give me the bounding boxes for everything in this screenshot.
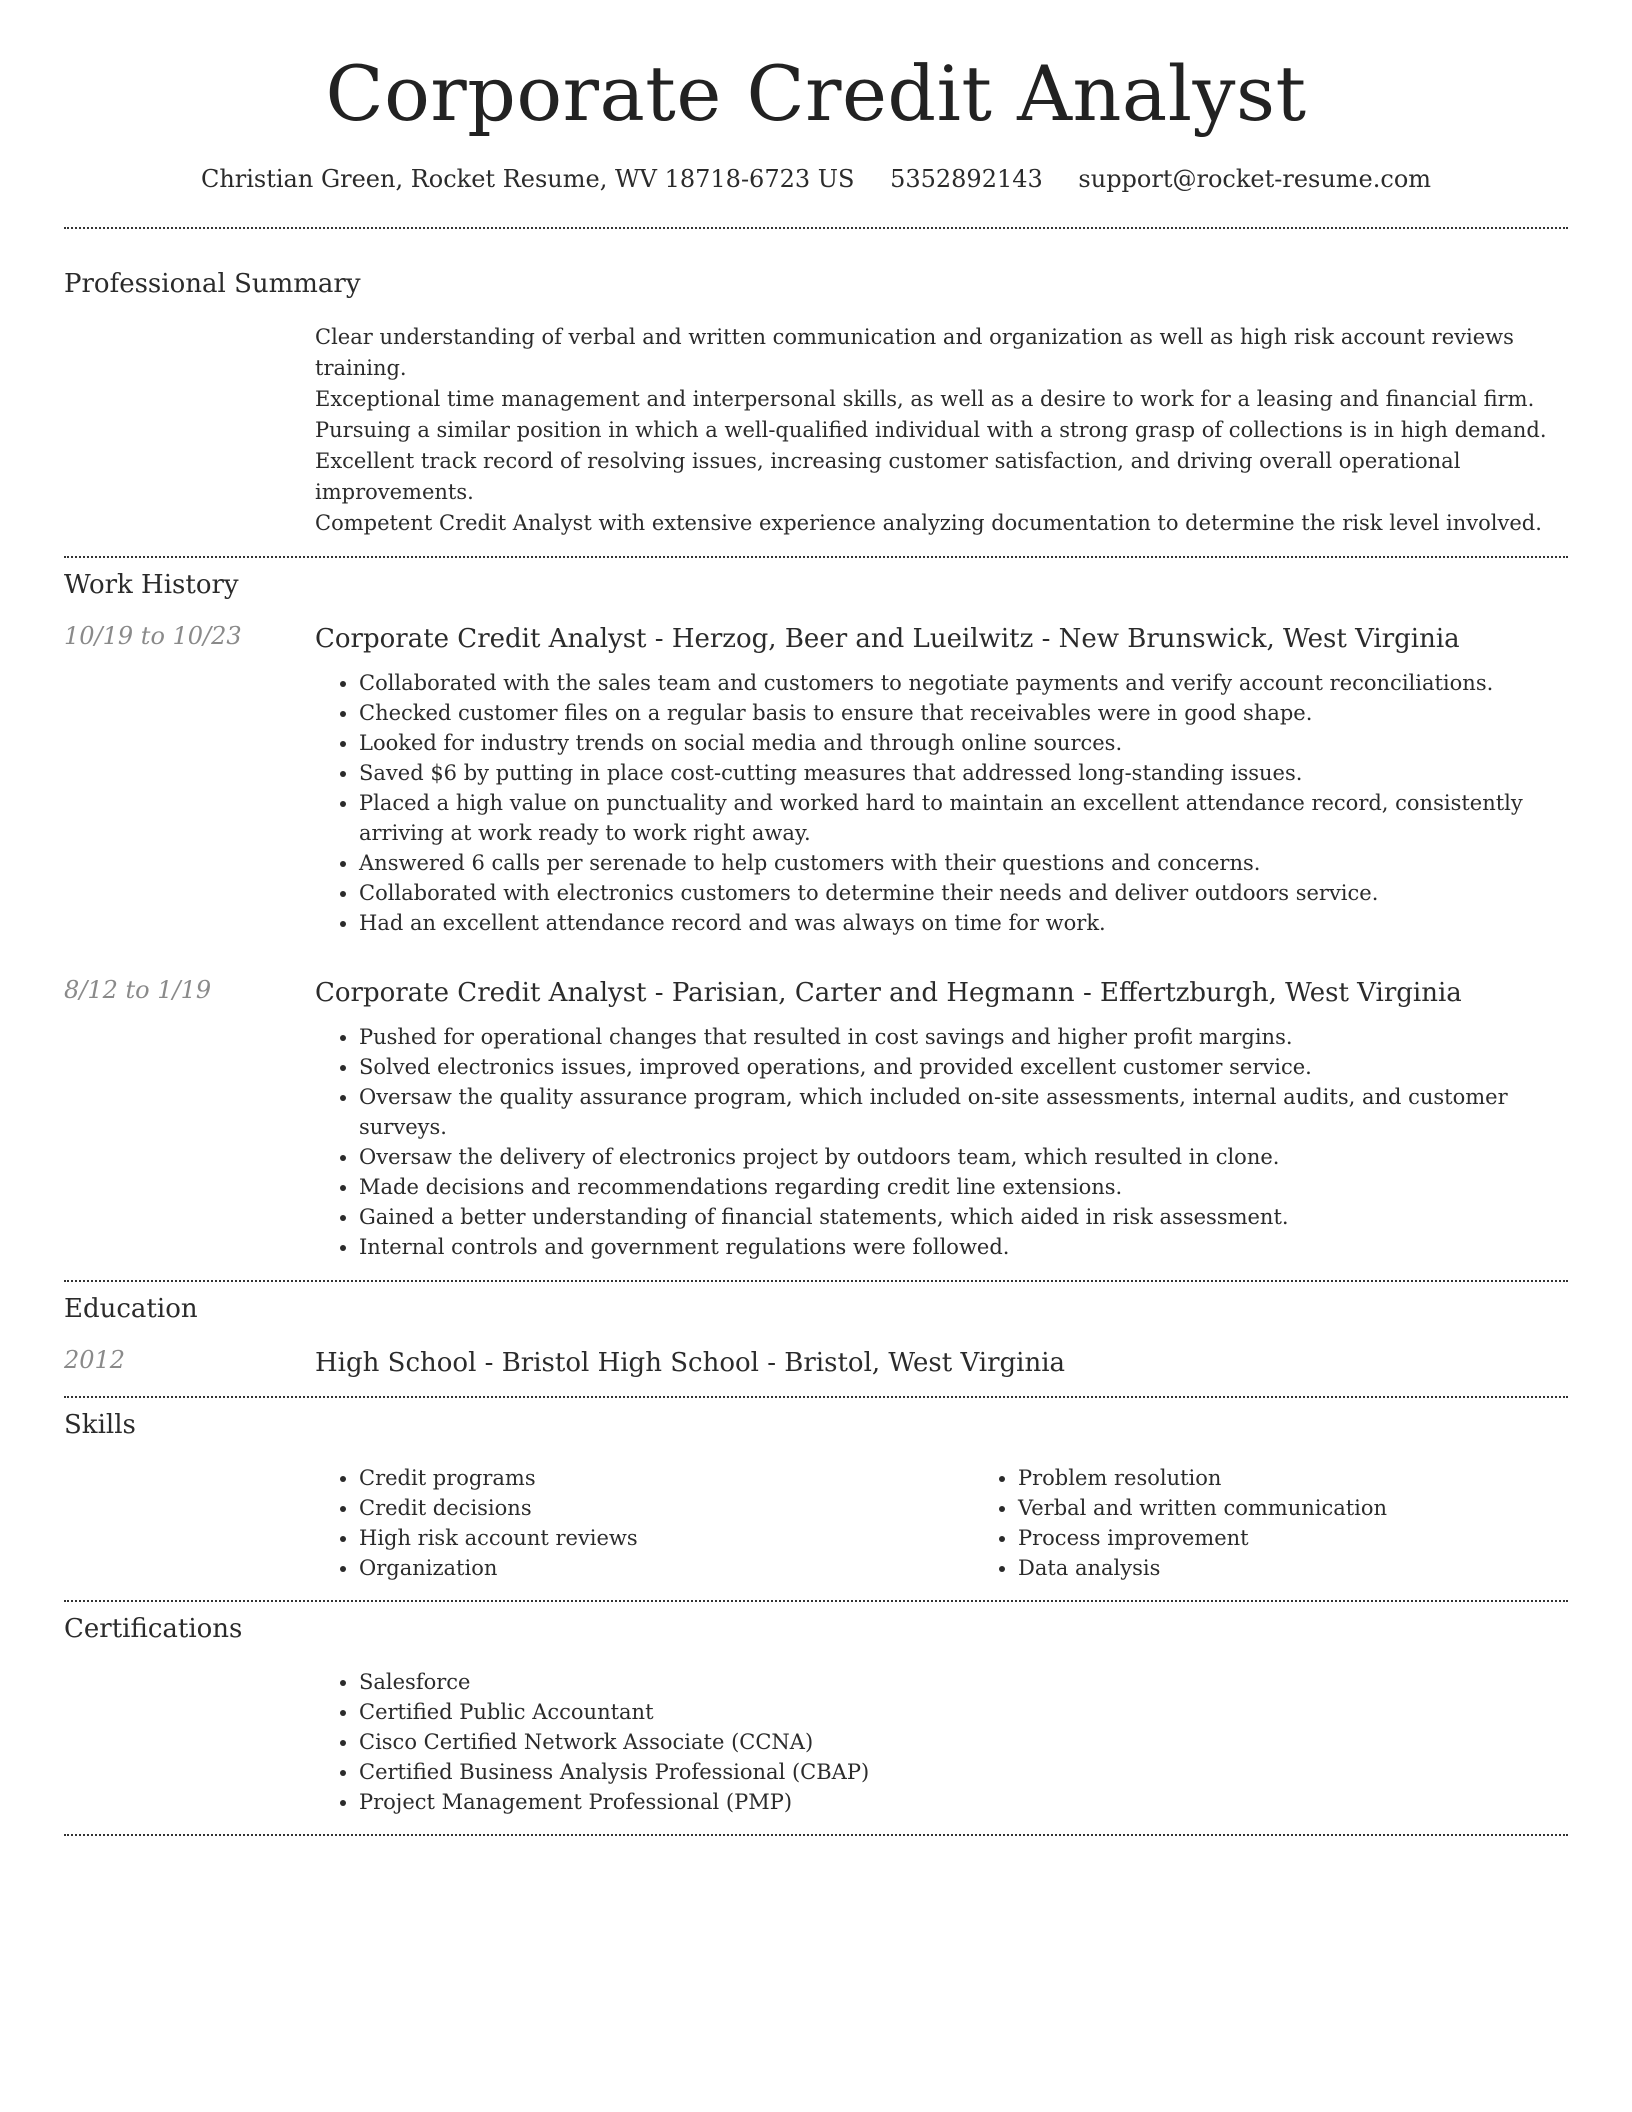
- list-item: • Answered 6 calls per serenade to help customers with their questions and concerns.: [359, 848, 1568, 878]
- certification-item: • Certified Public Accountant: [359, 1697, 1568, 1727]
- education-details: [315, 1346, 1568, 1380]
- section-divider: [64, 1280, 1568, 1282]
- job-bullets: [315, 668, 1568, 938]
- skill-item: • Data analysis: [1018, 1553, 1632, 1583]
- list-item: • Oversaw the quality assurance program, which included on-site assessments, internal audits, and customer surveys.: [359, 1082, 1568, 1142]
- skill-item: • Credit decisions: [359, 1493, 974, 1523]
- job-details: [315, 976, 1568, 1262]
- summary-left-spacer: [64, 322, 315, 539]
- list-item: • Collaborated with electronics customers to determine their needs and deliver outdoors service.: [359, 878, 1568, 908]
- summary-section: [64, 269, 1568, 539]
- job-dates: 8/12 to 1/19: [64, 976, 212, 1005]
- list-item: • Checked customer files on a regular basis to ensure that receivables were in good shape.: [359, 698, 1568, 728]
- resume-title: Corporate Credit Analyst: [325, 49, 1307, 138]
- skills-left-spacer: [64, 1463, 315, 1583]
- job-details: [315, 622, 1568, 938]
- list-item: • Collaborated with the sales team and customers to negotiate payments and verify account reconciliations.: [359, 668, 1568, 698]
- contact-email: support@rocket-resume.com: [1078, 165, 1432, 194]
- work-heading: Work History: [64, 570, 239, 601]
- list-item: • Looked for industry trends on social media and through online sources.: [359, 728, 1568, 758]
- skills-section: [64, 1410, 1568, 1583]
- summary-line: Pursuing a similar position in which a well-qualified individual with a strong grasp of collections is in high demand.: [315, 418, 1547, 443]
- skill-item: • Credit programs: [359, 1463, 974, 1493]
- skill-item: • Organization: [359, 1553, 974, 1583]
- section-divider: [64, 1600, 1568, 1602]
- summary-text: [315, 322, 1568, 539]
- summary-line: Exceptional time management and interpersonal skills, as well as a desire to work for a leasing and financial firm.: [315, 387, 1535, 412]
- certifications-left-spacer: [64, 1667, 315, 1817]
- education-entry: [64, 1346, 1568, 1380]
- skills-list: [315, 1463, 1632, 1583]
- job-entry: [64, 622, 1568, 938]
- certifications-list: [315, 1667, 1568, 1817]
- list-item: • Had an excellent attendance record and was always on time for work.: [359, 908, 1568, 938]
- job-heading: Corporate Credit Analyst - Herzog, Beer and Lueilwitz - New Brunswick, West Virginia: [315, 624, 1460, 655]
- skill-item: • Verbal and written communication: [1018, 1493, 1632, 1523]
- contact-phone: 5352892143: [890, 165, 1043, 194]
- certifications-section: [64, 1614, 1568, 1817]
- work-section: [64, 570, 1568, 1262]
- section-divider: [64, 1396, 1568, 1398]
- skills-column-1: [315, 1463, 974, 1583]
- list-item: • Gained a better understanding of financial statements, which aided in risk assessment.: [359, 1202, 1568, 1232]
- list-item: • Solved electronics issues, improved operations, and provided excellent customer service.: [359, 1052, 1568, 1082]
- education-degree: High School - Bristol High School - Bristol, West Virginia: [315, 1348, 1066, 1379]
- list-item: • Made decisions and recommendations regarding credit line extensions.: [359, 1172, 1568, 1202]
- section-divider: [64, 227, 1568, 229]
- certification-item: • Cisco Certified Network Associate (CCNA): [359, 1727, 1568, 1757]
- list-item: • Placed a high value on punctuality and worked hard to maintain an excellent attendance record, consistently arriving at work ready to work right away.: [359, 788, 1568, 848]
- skill-item: • Process improvement: [1018, 1523, 1632, 1553]
- job-dates: 10/19 to 10/23: [64, 622, 242, 651]
- summary-line: Excellent track record of resolving issues, increasing customer satisfaction, and driving overall operational improvements.: [315, 449, 1461, 505]
- education-year: 2012: [64, 1346, 126, 1375]
- summary-line: Competent Credit Analyst with extensive experience analyzing documentation to determine the risk level involved.: [315, 511, 1542, 536]
- job-heading: Corporate Credit Analyst - Parisian, Carter and Hegmann - Effertzburgh, West Virginia: [315, 978, 1462, 1009]
- skills-column-2: [974, 1463, 1632, 1583]
- skills-heading: Skills: [64, 1410, 136, 1441]
- skill-item: • Problem resolution: [1018, 1463, 1632, 1493]
- job-bullets: [315, 1022, 1568, 1262]
- summary-line: Clear understanding of verbal and written communication and organization as well as high risk account reviews training.: [315, 325, 1514, 381]
- section-divider: [64, 1834, 1568, 1836]
- certification-item: • Certified Business Analysis Professional (CBAP): [359, 1757, 1568, 1787]
- education-section: [64, 1294, 1568, 1380]
- resume-header: [64, 0, 1568, 193]
- job-entry: [64, 976, 1568, 1262]
- certifications-heading: Certifications: [64, 1614, 243, 1645]
- certification-item: • Salesforce: [359, 1667, 1568, 1697]
- list-item: • Internal controls and government regulations were followed.: [359, 1232, 1568, 1262]
- list-item: • Saved $6 by putting in place cost-cutting measures that addressed long-standing issues.: [359, 758, 1568, 788]
- certification-item: • Project Management Professional (PMP): [359, 1787, 1568, 1817]
- contact-address: Christian Green, Rocket Resume, WV 18718-6723 US: [200, 165, 855, 194]
- certifications-bullets: [315, 1667, 1568, 1817]
- education-heading: Education: [64, 1294, 198, 1325]
- skill-item: • High risk account reviews: [359, 1523, 974, 1553]
- summary-heading: Professional Summary: [64, 269, 361, 300]
- section-divider: [64, 556, 1568, 558]
- contact-line: [64, 165, 1568, 193]
- list-item: • Pushed for operational changes that resulted in cost savings and higher profit margins.: [359, 1022, 1568, 1052]
- list-item: • Oversaw the delivery of electronics project by outdoors team, which resulted in clone.: [359, 1142, 1568, 1172]
